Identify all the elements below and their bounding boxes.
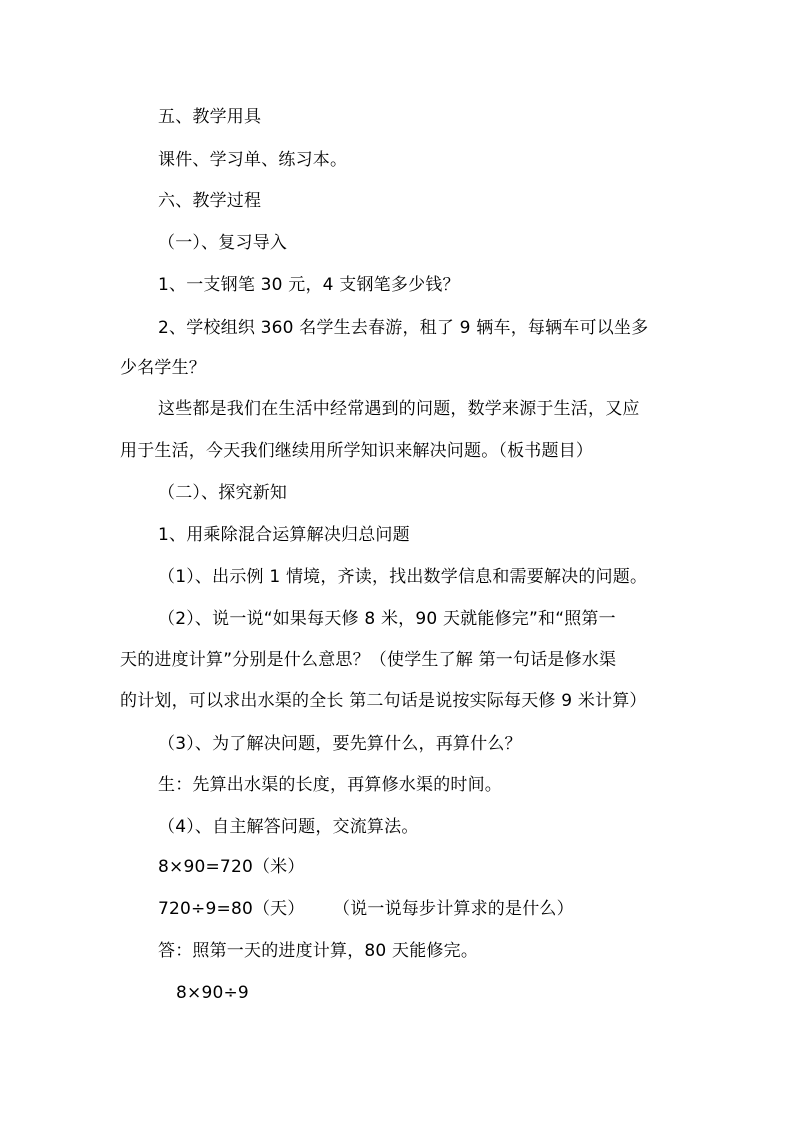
step-3: （3）、为了解决问题，要先算什么，再算什么？: [158, 734, 522, 754]
review-question-2-line-1: 2、学校组织 360 名学生去春游，租了 9 辆车，每辆车可以坐多: [158, 318, 649, 338]
step-4: （4）、自主解答问题，交流算法。: [158, 817, 419, 837]
equation-2-note: （说一说每步计算求的是什么）: [333, 899, 574, 919]
subheading-explore: （二）、探究新知: [158, 483, 288, 503]
section-heading-process: 六、教学过程: [158, 191, 262, 211]
step-2-line-1: （2）、说一说“如果每天修 8 米，90 天就能修完”和“照第一: [158, 609, 616, 629]
combined-expression: 8×90÷9: [176, 983, 249, 1003]
section-heading-tools: 五、教学用具: [158, 107, 262, 127]
equation-2: 720÷9=80（天）: [158, 899, 305, 919]
answer-statement: 答：照第一天的进度计算，80 天能修完。: [158, 941, 479, 961]
step-1: （1）、出示例 1 情境，齐读，找出数学信息和需要解决的问题。: [158, 567, 648, 587]
equation-1: 8×90=720（米）: [158, 857, 305, 877]
subheading-review: （一）、复习导入: [158, 233, 288, 253]
tools-list: 课件、学习单、练习本。: [158, 150, 348, 170]
student-answer: 生：先算出水渠的长度，再算修水渠的时间。: [158, 775, 502, 795]
topic-heading: 1、用乘除混合运算解决归总问题: [158, 525, 410, 545]
review-question-1: 1、一支钢笔 30 元，4 支钢笔多少钱？: [158, 275, 460, 295]
step-2-line-3: 的计划，可以求出水渠的全长 第二句话是说按实际每天修 9 米计算）: [120, 691, 647, 711]
intro-paragraph-line-2: 用于生活，今天我们继续用所学知识来解决问题。（板书题目）: [120, 441, 594, 461]
review-question-2-line-2: 少名学生？: [120, 358, 206, 378]
step-2-line-2: 天的进度计算”分别是什么意思？（使学生了解 第一句话是修水渠: [120, 650, 617, 670]
intro-paragraph-line-1: 这些都是我们在生活中经常遇到的问题，数学来源于生活，又应: [158, 399, 640, 419]
